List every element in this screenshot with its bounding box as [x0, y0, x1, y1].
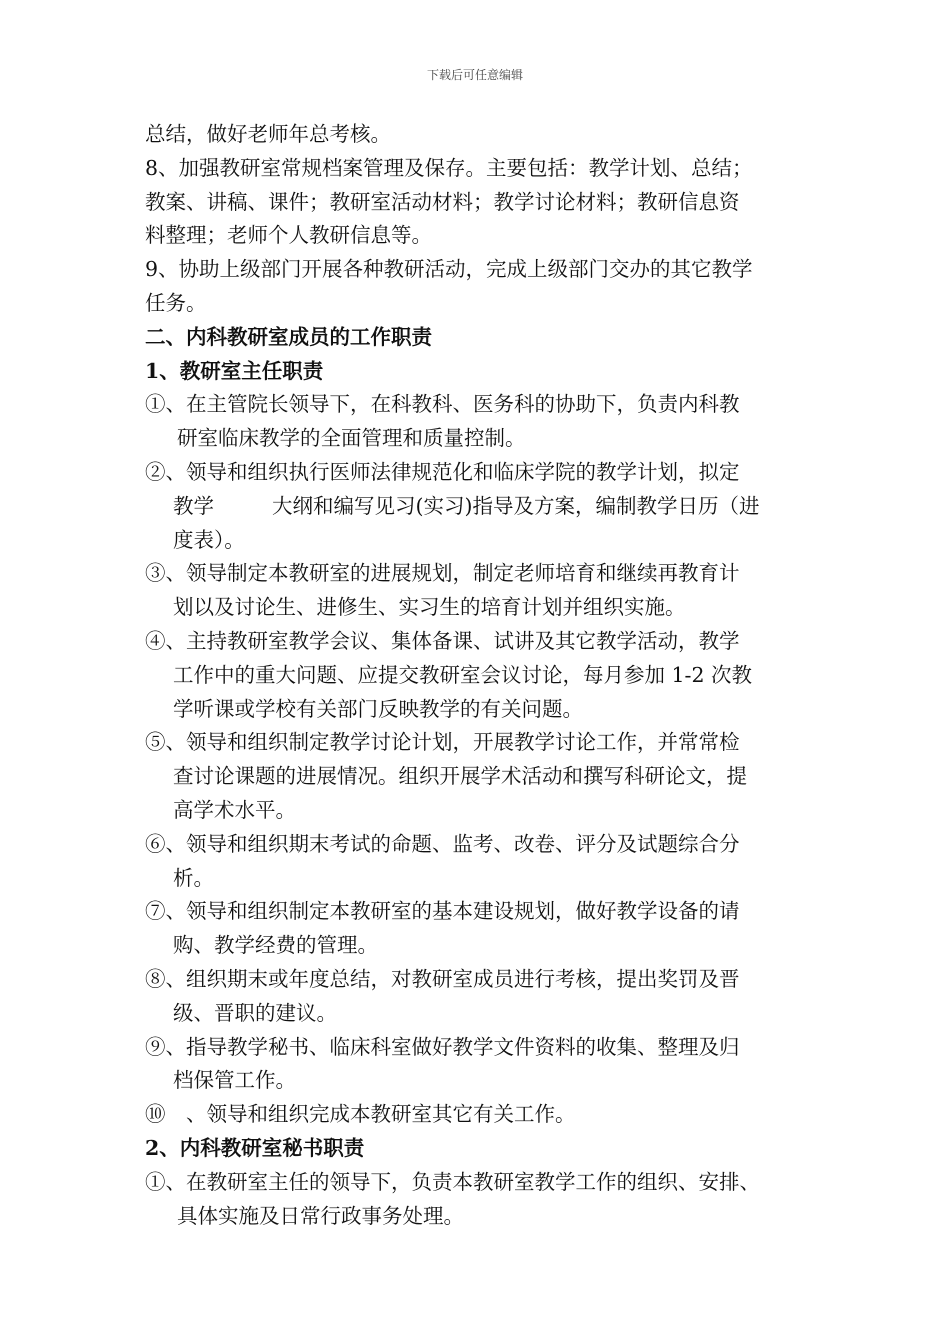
list-item [145, 456, 830, 557]
item-line: 档保管工作。 [173, 1068, 296, 1093]
item-line [145, 490, 830, 524]
item-line: ⑥、领导和组织期末考试的命题、监考、改卷、评分及试题综合分 [145, 831, 740, 856]
item-fragment: 大纲和编写见习(实习)指导及方案，编制教学日历（进 [272, 493, 760, 518]
item-line: 具体实施及日常行政事务处理。 [177, 1203, 464, 1228]
item-fragment: 教学 [173, 493, 214, 518]
item-line: 度表）。 [173, 527, 245, 552]
list-item [145, 625, 830, 726]
text-line: 任务。 [145, 290, 207, 315]
list-item [145, 1098, 830, 1132]
document-body [145, 118, 830, 1233]
item-line: ⑩ 、领导和组织完成本教研室其它有关工作。 [145, 1102, 576, 1127]
list-item [145, 963, 830, 1031]
text-line: 总结，做好老师年总考核。 [145, 122, 391, 146]
list-item [145, 557, 830, 625]
item-line: 级、晋职的建议。 [173, 1000, 337, 1025]
section-heading: 二、内科教研室成员的工作职责 [145, 324, 432, 349]
item-line: ①、在主管院长领导下，在科教科、医务科的协助下，负责内科教 [145, 392, 740, 417]
item-line: ③、领导制定本教研室的进展规划，制定老师培育和继续再教育计 [145, 561, 740, 586]
list-item [145, 388, 830, 456]
list-item [145, 828, 830, 896]
item-line: ⑦、领导和组织制定本教研室的基本建设规划，做好教学设备的请 [145, 899, 740, 924]
item-line: ⑤、领导和组织制定教学讨论计划，开展教学讨论工作，并常常检 [145, 730, 740, 755]
item-line: ④、主持教研室教学会议、集体备课、试讲及其它教学活动，教学 [145, 628, 740, 653]
list-item [145, 895, 830, 963]
text-line: 教案、讲稿、课件；教研室活动材料；教学讨论材料；教研信息资 [145, 189, 740, 214]
item-line: ⑧、组织期末或年度总结，对教研室成员进行考核，提出奖罚及晋 [145, 966, 740, 991]
item-line: 析。 [173, 865, 214, 890]
text-line: 料整理；老师个人教研信息等。 [145, 223, 432, 248]
item-line: 学听课或学校有关部门反映教学的有关问题。 [173, 696, 583, 721]
item-line: 查讨论课题的进展情况。组织开展学术活动和撰写科研论文，提 [173, 764, 747, 789]
list-item [145, 726, 830, 827]
subsection-heading-secretary: 2、内科教研室秘书职责 [145, 1135, 365, 1160]
text-line: 8、加强教研室常规档案管理及保存。主要包括：教学计划、总结； [145, 155, 753, 180]
item-line: 研室临床教学的全面管理和质量控制。 [177, 426, 526, 451]
subsection-heading-director: 1、教研室主任职责 [145, 358, 324, 383]
item-line: 购、教学经费的管理。 [173, 933, 378, 958]
list-item [145, 1166, 830, 1234]
item-line: ①、在教研室主任的领导下，负责本教研室教学工作的组织、安排、 [145, 1169, 760, 1194]
item-line: 工作中的重大问题、应提交教研室会议讨论，每月参加 1-2 次教 [173, 662, 753, 687]
item-line: ⑨、指导教学秘书、临床科室做好教学文件资料的收集、整理及归 [145, 1034, 740, 1059]
item-line: ②、领导和组织执行医师法律规范化和临床学院的教学计划，拟定 [145, 459, 740, 484]
item-line: 划以及讨论生、进修生、实习生的培育计划并组织实施。 [173, 595, 686, 620]
download-note: 下载后可任意编辑 [426, 68, 523, 82]
item-line: 高学术水平。 [173, 797, 296, 822]
text-line: 9、协助上级部门开展各种教研活动，完成上级部门交办的其它教学 [145, 257, 753, 282]
list-item [145, 1031, 830, 1099]
